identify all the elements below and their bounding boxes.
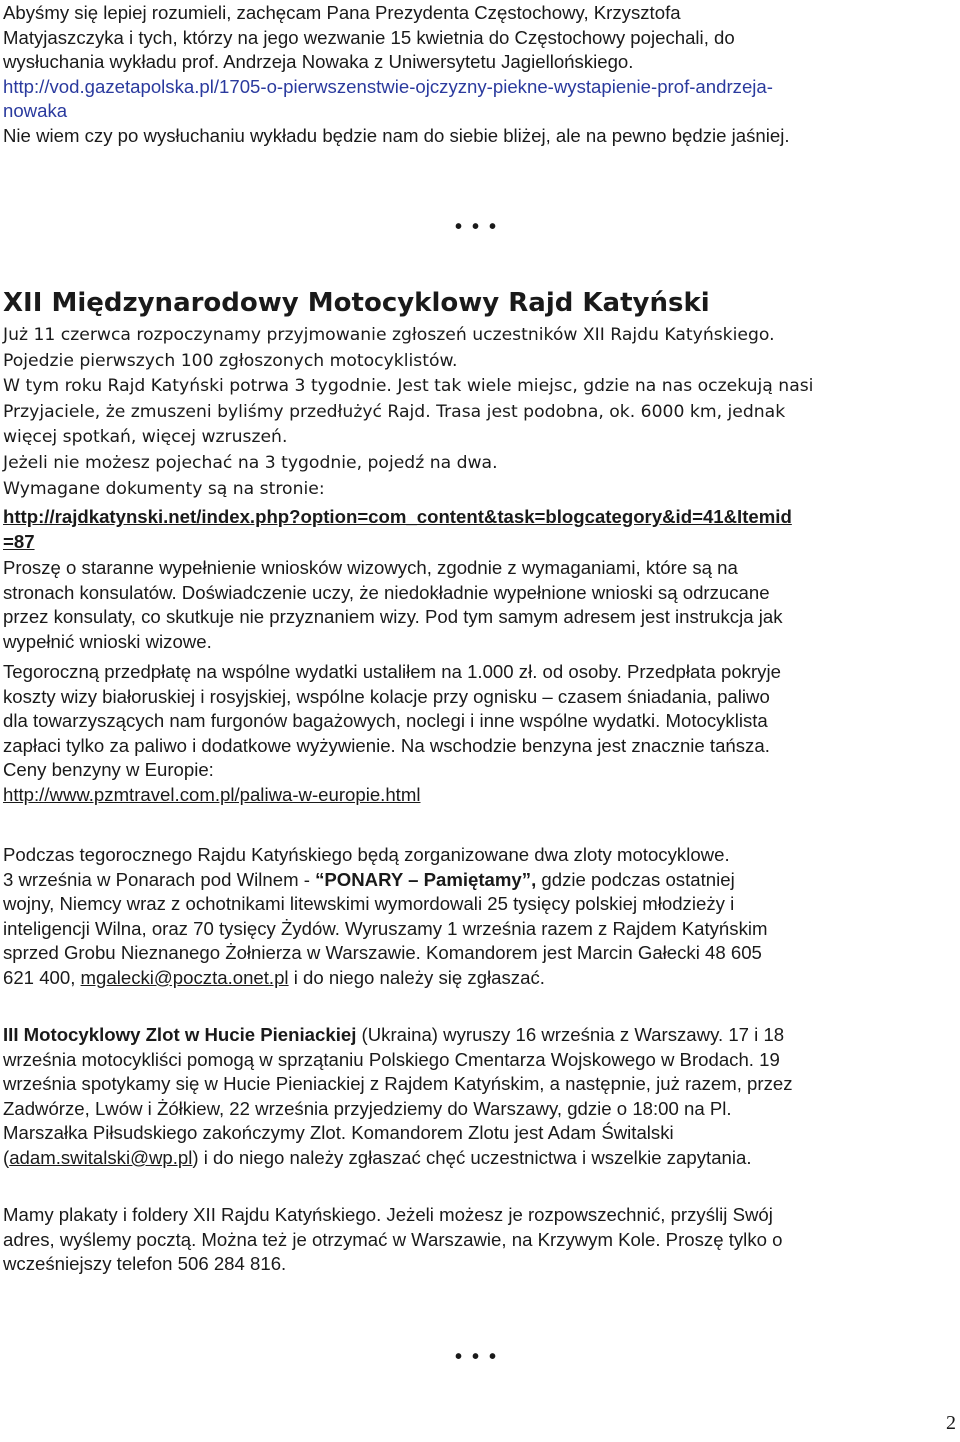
lecture-link[interactable]: http://vod.gazetapolska.pl/1705-o-pierwszenstwie-ojczyzny-piekne-wystapienie-prof-andrzeja- [3, 75, 773, 97]
intro-line: Abyśmy się lepiej rozumieli, zachęcam Pana Prezydenta Częstochowy, Krzysztofa [3, 2, 681, 23]
rally-paragraph [3, 323, 958, 502]
costs-line: dla towarzyszących nam furgonów bagażowych, noclegi i inne wspólne wydatki. Motocyklista [3, 710, 768, 732]
ponary-paragraph [3, 843, 958, 991]
huta-line: września spotykamy się w Hucie Pieniackiej z Rajdem Katyńskim, a następnie, już razem, przez [3, 1073, 793, 1095]
separator-dots: ••• [454, 216, 506, 238]
intro-line: Matyjaszczyka i tych, którzy na jego wezwanie 15 kwietnia do Częstochowy pojechali, do [3, 26, 735, 48]
email-link-galecki[interactable]: mgalecki@poczta.onet.pl [80, 966, 289, 988]
intro-closing: Nie wiem czy po wysłuchaniu wykładu będzie nam do siebie bliżej, ale na pewno będzie jaśniej. [3, 124, 790, 146]
costs-line: Ceny benzyny w Europie: [3, 759, 214, 781]
rally-line: Przyjaciele, że zmuszeni byliśmy przedłużyć Rajd. Trasa jest podobna, ok. 6000 km, jednak [3, 401, 786, 422]
rally-line: Już 11 czerwca rozpoczynamy przyjmowanie zgłoszeń uczestników XII Rajdu Katyńskiego. [3, 325, 775, 345]
posters-paragraph [3, 1203, 958, 1277]
ponary-line: wojny, Niemcy wraz z ochotnikami litewskimi wymordowali 25 tysięcy polskiej młodzieży i [3, 893, 735, 915]
posters-line: adres, wyślemy pocztą. Można też je otrzymać w Warszawie, na Krzywym Kole. Proszę tylko o [3, 1228, 783, 1250]
huta-event-name: III Motocyklowy Zlot w Hucie Pieniackiej [3, 1024, 357, 1045]
email-link-switalski[interactable]: adam.switalski@wp.pl [9, 1146, 193, 1168]
ponary-line: 621 400, mgalecki@poczta.onet.pl i do niego należy się zgłaszać. [3, 966, 545, 988]
documents-link-continued[interactable]: =87 [3, 530, 35, 552]
ponary-line: inteligencji Wilna, oraz 70 tysięcy Żydów. Wyruszamy 1 września razem z Rajdem Katyńskim [3, 917, 768, 939]
huta-paragraph [3, 1023, 958, 1171]
rally-line: Wymagane dokumenty są na stronie: [3, 478, 325, 499]
costs-paragraph [3, 660, 958, 808]
costs-line: Tegoroczną przedpłatę na wspólne wydatki ustaliłem na 1.000 zł. od osoby. Przedpłata pokryje [3, 661, 781, 682]
posters-line: Mamy plakaty i foldery XII Rajdu Katyńskiego. Jeżeli możesz je rozpowszechnić, przyślij Swój [3, 1204, 773, 1225]
ponary-line: sprzed Grobu Nieznanego Żołnierza w Warszawie. Komandorem jest Marcin Gałecki 48 605 [3, 942, 762, 964]
page-number: 2 [946, 1412, 956, 1434]
huta-line: (adam.switalski@wp.pl) i do niego należy zgłaszać chęć uczestnictwa i wszelkie zapytania. [3, 1146, 752, 1168]
huta-line: Zadwórze, Lwów i Żółkiew, 22 września przyjedziemy do Warszawy, gdzie o 18:00 na Pl. [3, 1097, 732, 1119]
visa-line: stronach konsulatów. Doświadczenie uczy, że niedokładnie wypełnione wnioski są odrzucane [3, 581, 770, 603]
rally-line: więcej spotkań, więcej wzruszeń. [3, 427, 288, 448]
rally-line: Jeżeli nie możesz pojechać na 3 tygodnie, pojedź na dwa. [3, 452, 498, 473]
intro-paragraph [3, 1, 958, 149]
ponary-line: 3 września w Ponarach pod Wilnem - “PONARY – Pamiętamy”, gdzie podczas ostatniej [3, 868, 735, 890]
rally-line: W tym roku Rajd Katyński potrwa 3 tygodnie. Jest tak wiele miejsc, gdzie na nas oczekują nasi [3, 376, 814, 397]
huta-line: Marszałka Piłsudskiego zakończymy Zlot. Komandorem Zlotu jest Adam Świtalski [3, 1122, 674, 1144]
visa-line: Proszę o staranne wypełnienie wniosków wizowych, zgodnie z wymaganiami, które są na [3, 557, 738, 578]
ponary-event-name: “PONARY – Pamiętamy”, [315, 868, 537, 890]
costs-line: zapłaci tylko za paliwo i dodatkowe wyżywienie. Na wschodzie benzyna jest znacznie tańsza. [3, 734, 770, 756]
huta-line: września motocykliści pomogą w sprzątaniu Polskiego Cmentarza Wojskowego w Brodach. 19 [3, 1048, 780, 1070]
visa-paragraph [3, 556, 958, 654]
huta-line: III Motocyklowy Zlot w Hucie Pieniackiej (Ukraina) wyruszy 16 września z Warszawy. 17 i 18 [3, 1024, 785, 1045]
rally-line: Pojedzie pierwszych 100 zgłoszonych motocyklistów. [3, 350, 458, 371]
visa-line: wypełnić wnioski wizowe. [3, 630, 212, 652]
section-title: XII Międzynarodowy Motocyklowy Rajd Katyński [3, 288, 710, 318]
costs-line: koszty wizy białoruskiej i rosyjskiej, wspólne kolacje przy ognisku – czasem śniadania, paliwo [3, 685, 770, 707]
documents-link-block [3, 505, 958, 554]
lecture-link-continued[interactable]: nowaka [3, 100, 68, 122]
separator-dots-bottom: ••• [454, 1346, 506, 1368]
visa-line: przez konsulaty, co skutkuje nie przyznaniem wizy. Pod tym samym adresem jest instrukcja jak [3, 606, 783, 628]
rallies-intro: Podczas tegorocznego Rajdu Katyńskiego będą zorganizowane dwa zloty motocyklowe. [3, 844, 730, 865]
fuel-prices-link[interactable]: http://www.pzmtravel.com.pl/paliwa-w-europie.html [3, 783, 421, 805]
documents-link[interactable]: http://rajdkatynski.net/index.php?option=com_content&task=blogcategory&id=41&Itemid [3, 506, 792, 527]
intro-line: wysłuchania wykładu prof. Andrzeja Nowaka z Uniwersytetu Jagiellońskiego. [3, 51, 634, 73]
posters-line: wcześniejszy telefon 506 284 816. [3, 1253, 287, 1275]
